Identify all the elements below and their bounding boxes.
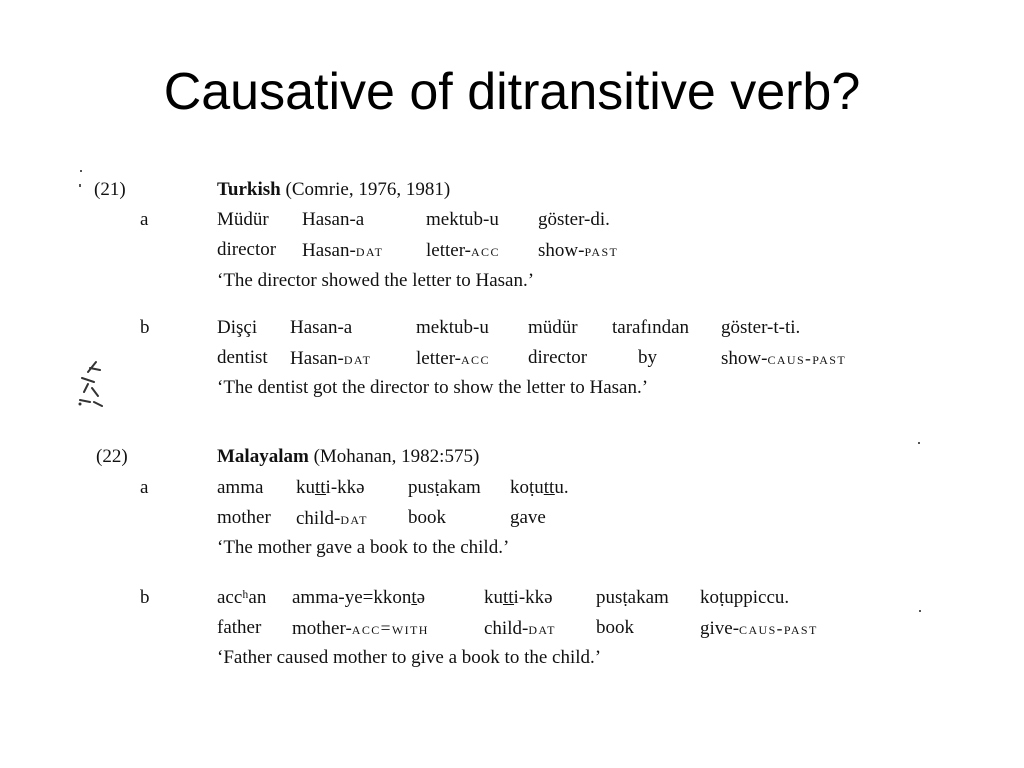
- gloss: show-past: [538, 240, 619, 261]
- word: Hasan-a: [302, 209, 365, 230]
- sub-letter: a: [140, 209, 149, 230]
- word: kuṯṯi-kkə: [296, 477, 365, 498]
- word: göster-di.: [538, 209, 610, 230]
- gloss: mother-acc=with: [292, 618, 429, 639]
- word: Müdür: [217, 209, 269, 230]
- word: müdür: [528, 317, 578, 338]
- gloss: gave: [510, 507, 546, 528]
- translation: ‘The director showed the letter to Hasan.’: [217, 270, 535, 291]
- gloss: mother: [217, 507, 271, 528]
- gloss: show-caus-past: [721, 348, 847, 369]
- scan-speck: [79, 184, 81, 187]
- scan-speck: [80, 170, 82, 172]
- citation: (Mohanan, 1982:575): [313, 446, 480, 467]
- language-name: Turkish: [217, 179, 281, 200]
- example-number: (22): [96, 446, 128, 467]
- scan-speck: [918, 442, 920, 444]
- gloss: book: [408, 507, 446, 528]
- word: mektub-u: [426, 209, 499, 230]
- word: mektub-u: [416, 317, 489, 338]
- word: koṭuṯṯu.: [510, 477, 569, 498]
- gloss: letter-acc: [416, 348, 490, 369]
- gloss: child-dat: [296, 508, 368, 529]
- sub-letter: b: [140, 587, 150, 608]
- word: tarafından: [612, 317, 690, 338]
- word: amma: [217, 477, 264, 498]
- gloss: letter-acc: [426, 240, 500, 261]
- sub-letter: b: [140, 317, 150, 338]
- scan-speck: [919, 610, 921, 612]
- gloss: book: [596, 617, 634, 638]
- gloss: director: [217, 239, 277, 260]
- sub-letter: a: [140, 477, 149, 498]
- word: pusṭakam: [596, 587, 669, 608]
- gloss: child-dat: [484, 618, 556, 639]
- margin-scribble-icon: [72, 358, 112, 410]
- translation: ‘Father caused mother to give a book to the child.’: [217, 647, 602, 668]
- gloss: dentist: [217, 347, 268, 368]
- gloss: by: [638, 347, 657, 368]
- slide-title: Causative of ditransitive verb?: [163, 63, 861, 121]
- word: kuṯṯi-kkə: [484, 587, 553, 608]
- scanned-examples: [70, 168, 950, 688]
- example-number: (21): [94, 179, 126, 200]
- gloss: Hasan-dat: [302, 240, 384, 261]
- translation: ‘The dentist got the director to show the letter to Hasan.’: [217, 377, 649, 398]
- word: accʰan: [217, 587, 267, 608]
- gloss: give-caus-past: [700, 618, 818, 639]
- word: koṭuppiccu.: [700, 587, 790, 608]
- gloss: father: [217, 617, 262, 638]
- example-heading: [217, 178, 450, 202]
- gloss: Hasan-dat: [290, 348, 372, 369]
- word: pusṭakam: [408, 477, 481, 498]
- word: Dişçi: [217, 317, 258, 338]
- word: göster-t-ti.: [721, 317, 801, 338]
- gloss: director: [528, 347, 588, 368]
- example-heading: [217, 445, 479, 469]
- citation: (Comrie, 1976, 1981): [285, 179, 451, 200]
- word: Hasan-a: [290, 317, 353, 338]
- language-name: Malayalam: [217, 446, 309, 467]
- translation: ‘The mother gave a book to the child.’: [217, 537, 510, 558]
- word: amma-ye=kkonṯə: [292, 587, 426, 608]
